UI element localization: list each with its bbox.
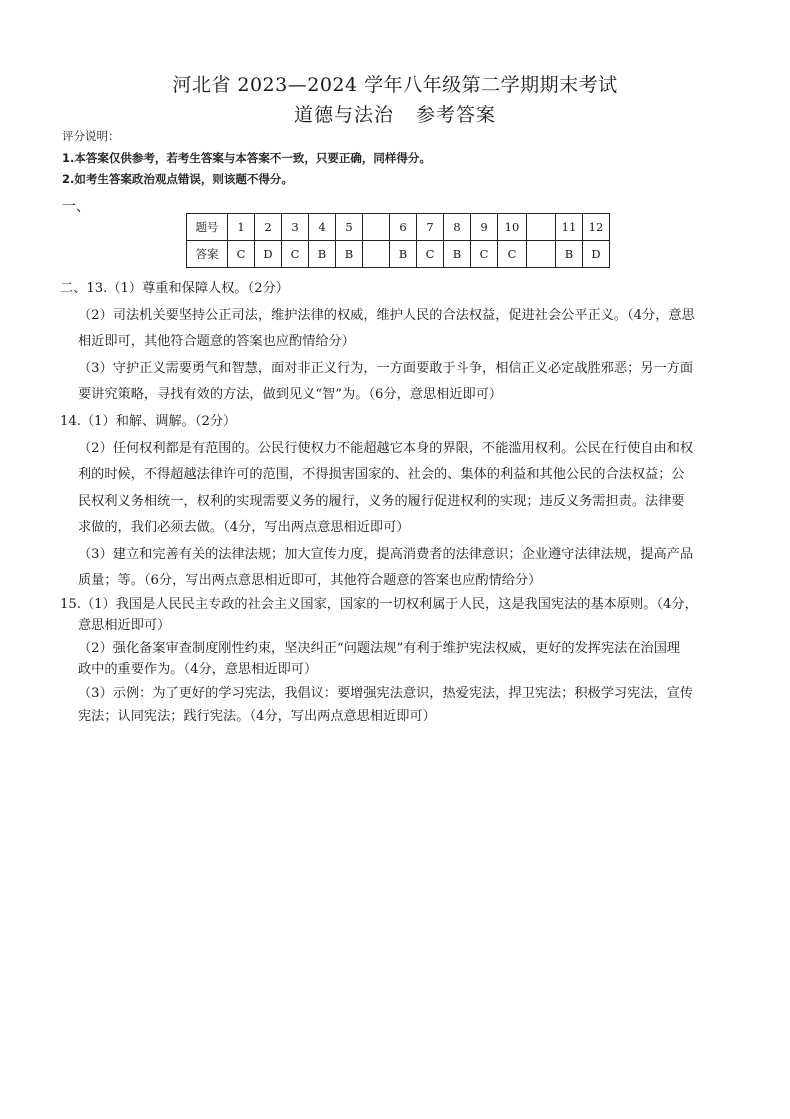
table-cell: B [336, 241, 363, 268]
q14-part3-line2: 质量；等。（6分，写出两点意思相近即可，其他符合题意的答案也应酌情给分） [78, 573, 542, 588]
table-cell: C [417, 241, 444, 268]
table-cell: C [282, 241, 309, 268]
table-row-answers [187, 241, 610, 268]
table-row-numbers [187, 214, 610, 241]
grading-notes-heading: 评分说明： [62, 129, 120, 143]
q14-part1: 14.（1）和解、调解。（2分） [60, 414, 237, 429]
table-cell-spacer [527, 214, 556, 241]
answer-table [186, 213, 610, 268]
table-cell: 10 [498, 214, 527, 241]
table-cell: 7 [417, 214, 444, 241]
table-cell: 5 [336, 214, 363, 241]
table-cell: 3 [282, 214, 309, 241]
table-cell: B [556, 241, 583, 268]
table-cell: 8 [444, 214, 471, 241]
q13-part3-line1: （3）守护正义需要勇气和智慧，面对非正义行为，一方面要敢于斗争，相信正义必定战胜邪恶；另一方面 [78, 361, 694, 376]
q14-part2-line3: 民权利义务相统一，权利的实现需要义务的履行，义务的履行促进权利的实现；违反义务需担责。法律要 [78, 494, 685, 509]
q13-part2-line1: （2）司法机关要坚持公正司法，维护法律的权威，维护人民的合法权益，促进社会公平正义。（4分，意思 [78, 308, 695, 323]
q15-part1-line2: 意思相近即可） [78, 618, 171, 633]
table-cell: 4 [309, 214, 336, 241]
section-1-label: 一、 [62, 199, 90, 215]
subject-label: 道德与法治 [293, 104, 394, 126]
table-cell: 2 [255, 214, 282, 241]
table-cell-spacer [363, 241, 390, 268]
q14-part2-line4: 求做的，我们必须去做。（4分，写出两点意思相近即可） [78, 520, 410, 535]
q14-part3-line1: （3）建立和完善有关的法律法规；加大宣传力度，提高消费者的法律意识；企业遵守法律法规，提高产品 [78, 547, 694, 562]
table-cell: C [228, 241, 255, 268]
table-cell-spacer [527, 241, 556, 268]
page-title: 河北省 2023—2024 学年八年级第二学期期末考试 [172, 74, 618, 96]
row-label-numbers: 题号 [187, 214, 228, 241]
table-cell: D [583, 241, 610, 268]
q13-part3-line2: 要讲究策略，寻找有效的方法，做到见义“智”为。（6分，意思相近即可） [78, 387, 503, 402]
q15-part3-line2: 宪法；认同宪法；践行宪法。（4分，写出两点意思相近即可） [78, 709, 436, 724]
table-cell: B [309, 241, 336, 268]
table-cell: 12 [583, 214, 610, 241]
grading-note-1: 1.本答案仅供参考，若考生答案与本答案不一致，只要正确，同样得分。 [62, 151, 431, 165]
table-cell: 1 [228, 214, 255, 241]
table-cell: 6 [390, 214, 417, 241]
page-subtitle [0, 100, 790, 127]
table-cell: 9 [471, 214, 498, 241]
table-cell: C [498, 241, 527, 268]
q14-part2-line2: 利的时候，不得超越法律许可的范围，不得损害国家的、社会的、集体的利益和其他公民的合法权益；公 [78, 467, 685, 482]
q15-part2-line1: （2）强化备案审查制度刚性约束，坚决纠正“问题法规”有利于维护宪法权威，更好的发挥宪法在治国理 [78, 641, 681, 656]
q13-part1: 二、13.（1）尊重和保障人权。（2分） [60, 281, 289, 296]
table-cell: C [471, 241, 498, 268]
table-cell: B [444, 241, 471, 268]
q15-part2-line2: 政中的重要作为。（4分，意思相近即可） [78, 662, 318, 677]
table-cell-spacer [363, 214, 390, 241]
row-label-answers: 答案 [187, 241, 228, 268]
table-cell: D [255, 241, 282, 268]
table-cell: 11 [556, 214, 583, 241]
q13-part2-line2: 相近即可，其他符合题意的答案也应酌情给分） [78, 334, 355, 349]
q14-part2-line1: （2）任何权利都是有范围的。公民行使权力不能超越它本身的界限，不能滥用权利。公民在行使自由和权 [78, 441, 694, 456]
q15-part3-line1: （3）示例：为了更好的学习宪法，我倡议：要增强宪法意识，热爱宪法，捍卫宪法；积极学习宪法，宣传 [78, 686, 694, 701]
q15-part1-line1: 15.（1）我国是人民民主专政的社会主义国家，国家的一切权利属于人民，这是我国宪法的基本原则。（4分， [60, 597, 698, 612]
table-cell: B [390, 241, 417, 268]
grading-note-2: 2.如考生答案政治观点错误，则该题不得分。 [62, 172, 293, 186]
answer-label: 参考答案 [416, 104, 497, 126]
